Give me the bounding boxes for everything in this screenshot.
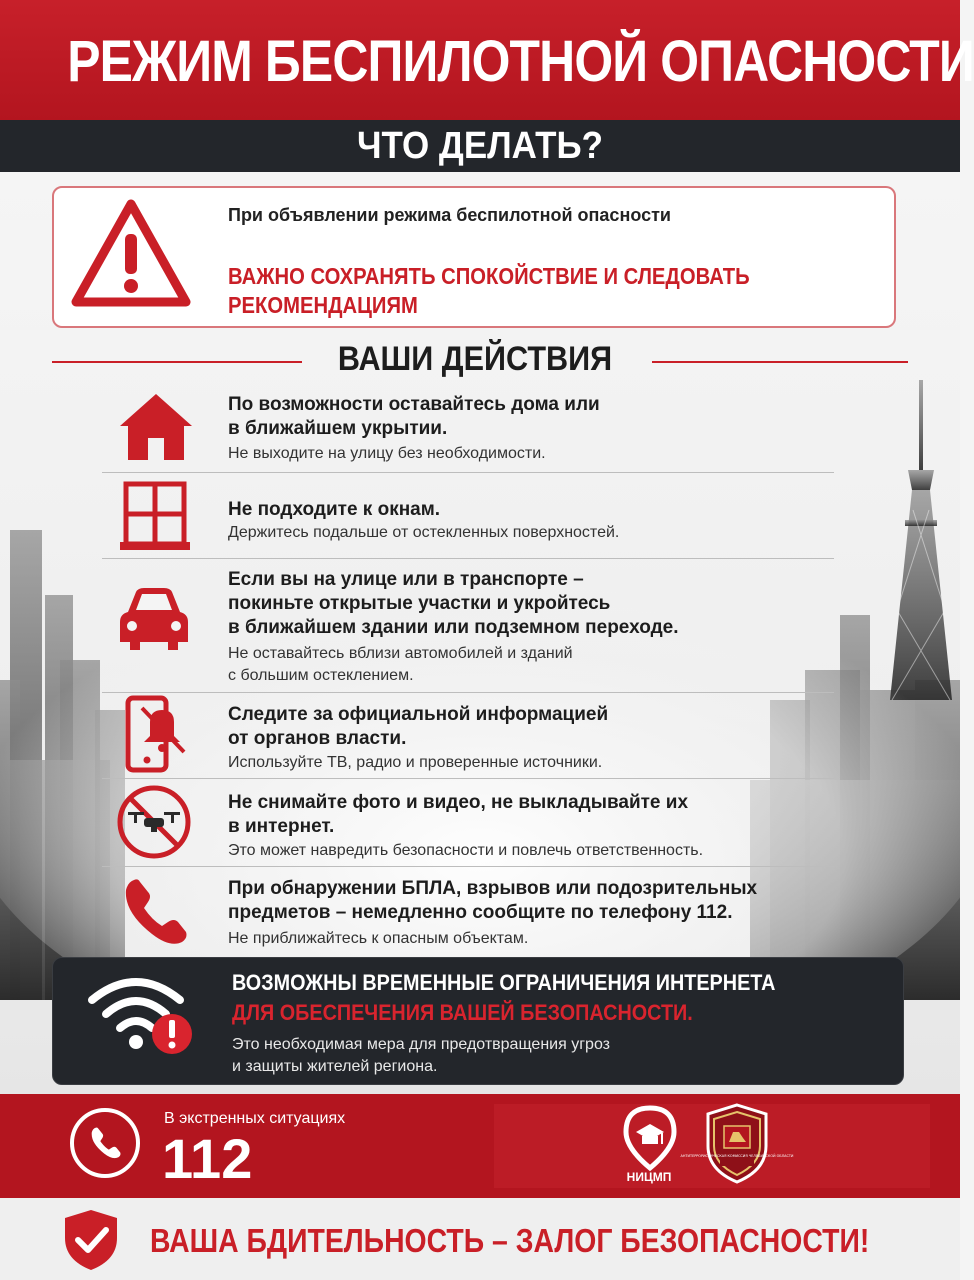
window-icon (116, 480, 196, 560)
action-4-note: Используйте ТВ, радио и проверенные источники. (228, 754, 603, 771)
phone-notification-off-icon (116, 696, 196, 776)
row-divider (102, 778, 834, 779)
internet-notice-note: Это необходимая мера для предотвращения угроз и защиты жителей региона. (232, 1036, 610, 1075)
warning-emphasis: ВАЖНО СОХРАНЯТЬ СПОКОЙСТВИЕ И СЛЕДОВАТЬ РЕКОМЕНДАЦИЯМ (228, 263, 750, 318)
internet-notice-title: ВОЗМОЖНЫ ВРЕМЕННЫЕ ОГРАНИЧЕНИЯ ИНТЕРНЕТА (232, 970, 776, 995)
section-title: ВАШИ ДЕЙСТВИЯ (337, 340, 613, 378)
section-divider-left (52, 361, 302, 363)
row-divider (102, 558, 834, 559)
action-5-note: Это может навредить безопасности и повлечь ответственность. (228, 842, 704, 859)
action-3-title: Если вы на улице или в транспорте – покиньте открытые участки и укройтесь в ближайшем здании или подземном переходе. (228, 569, 679, 638)
action-3-note: Не оставайтесь вблизи автомобилей и зданий с большим остеклением. (228, 645, 573, 684)
antiterror-commission-emblem (680, 1102, 794, 1186)
house-icon (116, 388, 196, 468)
action-4-title: Следите за официальной информацией от органов власти. (228, 704, 609, 749)
emergency-number: 112 (162, 1127, 253, 1190)
no-drone-icon (114, 782, 194, 862)
warning-text: При объявлении режима беспилотной опасности (228, 205, 671, 225)
emblem-text: АНТИТЕРРОРИСТИЧЕСКАЯ КОМИССИЯ ЧЕЛЯБИНСКОЙ ОБЛАСТИ (680, 1154, 794, 1158)
row-divider (102, 866, 834, 867)
action-1-title: По возможности оставайтесь дома или в ближайшем укрытии. (228, 394, 600, 439)
section-divider-right (652, 361, 908, 363)
footer-slogan: ВАША БДИТЕЛЬНОСТЬ – ЗАЛОГ БЕЗОПАСНОСТИ! (150, 1222, 870, 1259)
phone-handset-icon (87, 1124, 125, 1162)
action-2-note: Держитесь подальше от остекленных поверхностей. (228, 524, 620, 541)
action-1-note: Не выходите на улицу без необходимости. (228, 445, 546, 462)
action-6-title: При обнаружении БПЛА, взрывов или подозрительных предметов – немедленно сообщите по телефону 112. (228, 878, 758, 923)
redacted-block (226, 230, 510, 256)
page-title: РЕЖИМ БЕСПИЛОТНОЙ ОПАСНОСТИ (67, 29, 974, 94)
action-5-title: Не снимайте фото и видео, не выкладывайте их в интернет. (228, 792, 689, 837)
page-subtitle: ЧТО ДЕЛАТЬ? (356, 125, 604, 167)
phone-handset-icon (116, 872, 196, 952)
row-divider (102, 692, 834, 693)
wifi-alert-icon (86, 972, 196, 1062)
action-2-title: Не подходите к окнам. (228, 499, 441, 520)
row-divider (102, 472, 834, 473)
emergency-label: В экстренных ситуациях (164, 1110, 346, 1127)
nitsmp-logo-text: НИЦМП (626, 1170, 672, 1184)
action-6-note: Не приближайтесь к опасным объектам. (228, 930, 529, 947)
internet-notice-subtitle: ДЛЯ ОБЕСПЕЧЕНИЯ ВАШЕЙ БЕЗОПАСНОСТИ. (232, 1000, 693, 1025)
shield-check-icon (62, 1208, 120, 1272)
emergency-phone-circle (70, 1108, 140, 1178)
car-icon (114, 582, 194, 662)
warning-triangle-icon (70, 198, 192, 308)
